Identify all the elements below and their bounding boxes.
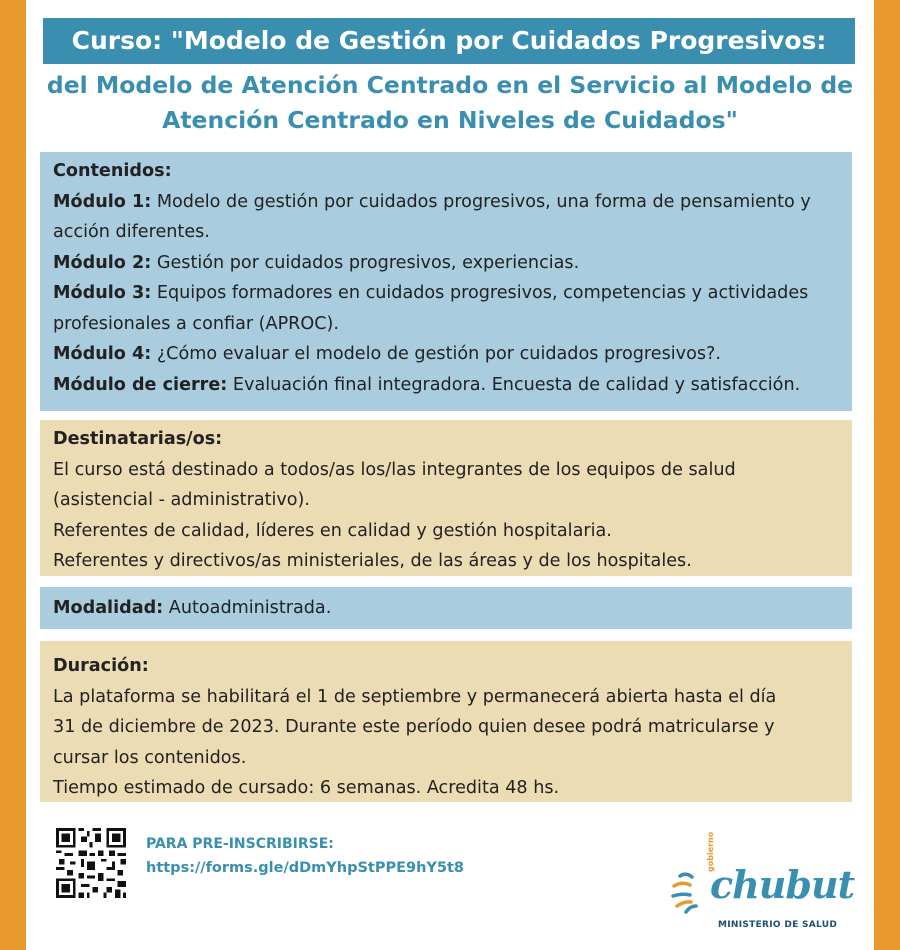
ministry-label: MINISTERIO DE SALUD [718, 920, 838, 930]
modality-label: Modalidad: [53, 598, 164, 618]
module-text: Gestión por cuidados progresivos, experiencias. [151, 252, 580, 273]
course-subtitle [36, 68, 864, 138]
flyer-card [26, 0, 874, 950]
module-3-continued: profesionales a confiar (APROC). [53, 313, 339, 334]
audience-line: El curso está destinado a todos/as los/las integrantes de los equipos de salud [53, 459, 736, 480]
subtitle-line: del Modelo de Atención Centrado en el Servicio al Modelo de [46, 71, 854, 99]
duration-line: La plataforma se habilitará el 1 de septiembre y permanecerá abierta hasta el día [53, 686, 777, 707]
logo-prefix: gobierno [706, 831, 715, 872]
chubut-logo [670, 831, 855, 942]
duration-section [40, 641, 852, 802]
section-heading: Contenidos: [53, 161, 172, 181]
module-1-continued: acción diferentes. [53, 222, 210, 242]
modality-value: Autoadministrada. [163, 598, 332, 618]
subtitle-line: Atención Centrado en Niveles de Cuidados" [162, 106, 738, 134]
module-text: Evaluación final integradora. Encuesta de calidad y satisfacción. [227, 374, 801, 395]
module-3 [53, 278, 840, 309]
module-label: Módulo 1: [53, 191, 152, 212]
contents-section [40, 152, 852, 411]
module-text: Modelo de gestión por cuidados progresivos, una forma de pensamiento y [151, 191, 811, 212]
module-1 [53, 187, 840, 218]
module-2 [53, 248, 840, 279]
module-4 [53, 339, 840, 370]
audience-line: Referentes y directivos/as ministeriales, de las áreas y de los hospitales. [53, 551, 692, 571]
duration-line: Tiempo estimado de cursado: 6 semanas. Acredita 48 hs. [53, 778, 560, 798]
course-title: Curso: "Modelo de Gestión por Cuidados Progresivos: [43, 18, 855, 64]
module-label: Módulo de cierre: [53, 374, 228, 395]
module-text: Equipos formadores en cuidados progresivos, competencias y actividades [151, 283, 809, 303]
qr-code-icon[interactable] [56, 828, 126, 898]
duration-line: cursar los contenidos. [53, 747, 247, 768]
audience-line: (asistencial - administrativo). [53, 490, 311, 510]
duration-line: 31 de diciembre de 2023. Durante este período quien desee podrá matricularse y [53, 717, 775, 737]
section-heading: Destinatarias/os: [53, 429, 223, 449]
audience-section [40, 420, 852, 576]
preregister-link[interactable]: https://forms.gle/dDmYhpStPPE9hY5t8 [146, 860, 465, 876]
module-label: Módulo 3: [53, 283, 152, 303]
section-heading: Duración: [53, 656, 149, 676]
modality-section [40, 587, 852, 629]
module-label: Módulo 2: [53, 252, 152, 273]
audience-line: Referentes de calidad, líderes en calidad y gestión hospitalaria. [53, 520, 612, 541]
module-label: Módulo 4: [53, 344, 152, 364]
preregister-label: PARA PRE-INSCRIBIRSE: [146, 836, 334, 852]
module-closing [53, 370, 840, 401]
module-text: ¿Cómo evaluar el modelo de gestión por cuidados progresivos?. [151, 344, 721, 364]
logo-wordmark: chubut [710, 862, 855, 907]
